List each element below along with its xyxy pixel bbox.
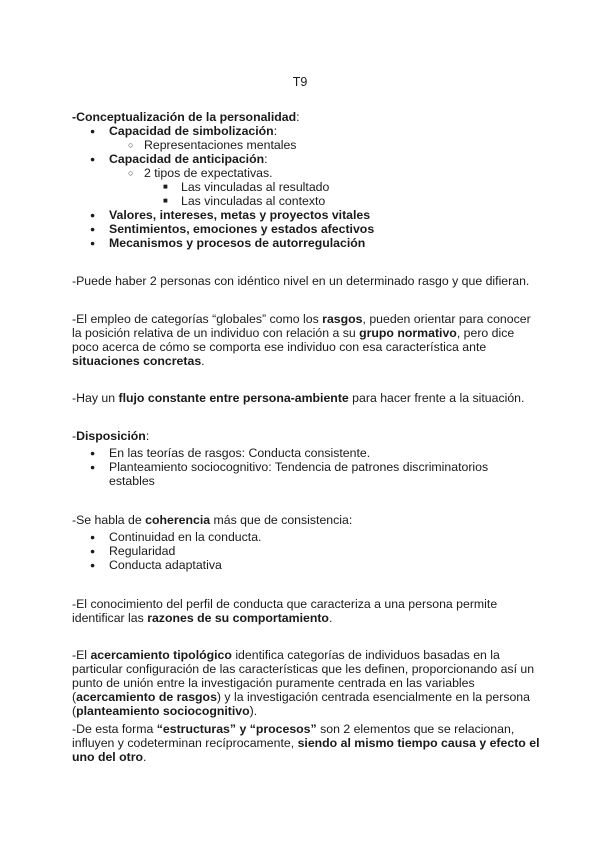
section-heading: -Conceptualización de la personalidad: [72, 110, 300, 124]
list-item: ● Planteamiento sociocognitivo: Tendencia de patrones discriminatorios estables [72, 460, 542, 488]
list-item: ■ Las vinculadas al contexto [72, 194, 542, 208]
list-item: ● Continuidad en la conducta. [72, 530, 542, 544]
paragraph: -El empleo de categorías “globales” como los rasgos, pueden orientar para conocer la posición relativa de un individuo con relación a su grupo normativo, pero dice poco acerca de cómo se comporta ese individuo con esa característica ante situaciones concretas. [72, 312, 531, 368]
coherencia-list [72, 530, 542, 572]
section-conceptualizacion [72, 110, 542, 250]
list-item: ● Capacidad de anticipación: [72, 152, 542, 166]
disposicion-list [72, 446, 542, 488]
section-heading: -Se habla de coherencia más que de consistencia: [72, 513, 353, 527]
list-item: ○ Representaciones mentales [72, 138, 542, 152]
section-coherencia [72, 513, 542, 572]
paragraph: -Puede haber 2 personas con idéntico nivel en un determinado rasgo y que difieran. [72, 274, 530, 288]
list-item: ○ 2 tipos de expectativas. [72, 166, 542, 180]
paragraph: -El acercamiento tipológico identifica categorías de individuos basadas en la particular configuración de las características que les definen, proporcionando así un punto de unión entre la investigación puramente centrada en las variables (acercamiento de rasgos) y la investigación centrada esencialmente en la persona (planteamiento sociocognitivo). [72, 648, 535, 718]
list-item: ● Valores, intereses, metas y proyectos vitales [72, 208, 542, 222]
list-item: ● Conducta adaptativa [72, 558, 542, 572]
list-item: ● Sentimientos, emociones y estados afectivos [72, 222, 542, 236]
list-item: ■ Las vinculadas al resultado [72, 180, 542, 194]
page-title: T9 [292, 75, 308, 89]
list-item: ● Mecanismos y procesos de autorregulación [72, 236, 542, 250]
paragraph: -El conocimiento del perfil de conducta que caracteriza a una persona permite identificar las razones de su comportamiento. [72, 597, 498, 625]
section-heading: -Disposición: [72, 429, 150, 443]
list-item: ● Regularidad [72, 544, 542, 558]
paragraph: -De esta forma “estructuras” y “procesos” son 2 elementos que se relacionan, influyen y codeterminan recíprocamente, siendo al mismo tiempo causa y efecto el uno del otro. [72, 722, 540, 764]
section-disposicion [72, 429, 542, 488]
paragraph: -Hay un flujo constante entre persona-ambiente para hacer frente a la situación. [72, 391, 525, 405]
personality-list [72, 124, 542, 250]
list-item: ● En las teorías de rasgos: Conducta consistente. [72, 446, 542, 460]
list-item: ● Capacidad de simbolización: [72, 124, 542, 138]
